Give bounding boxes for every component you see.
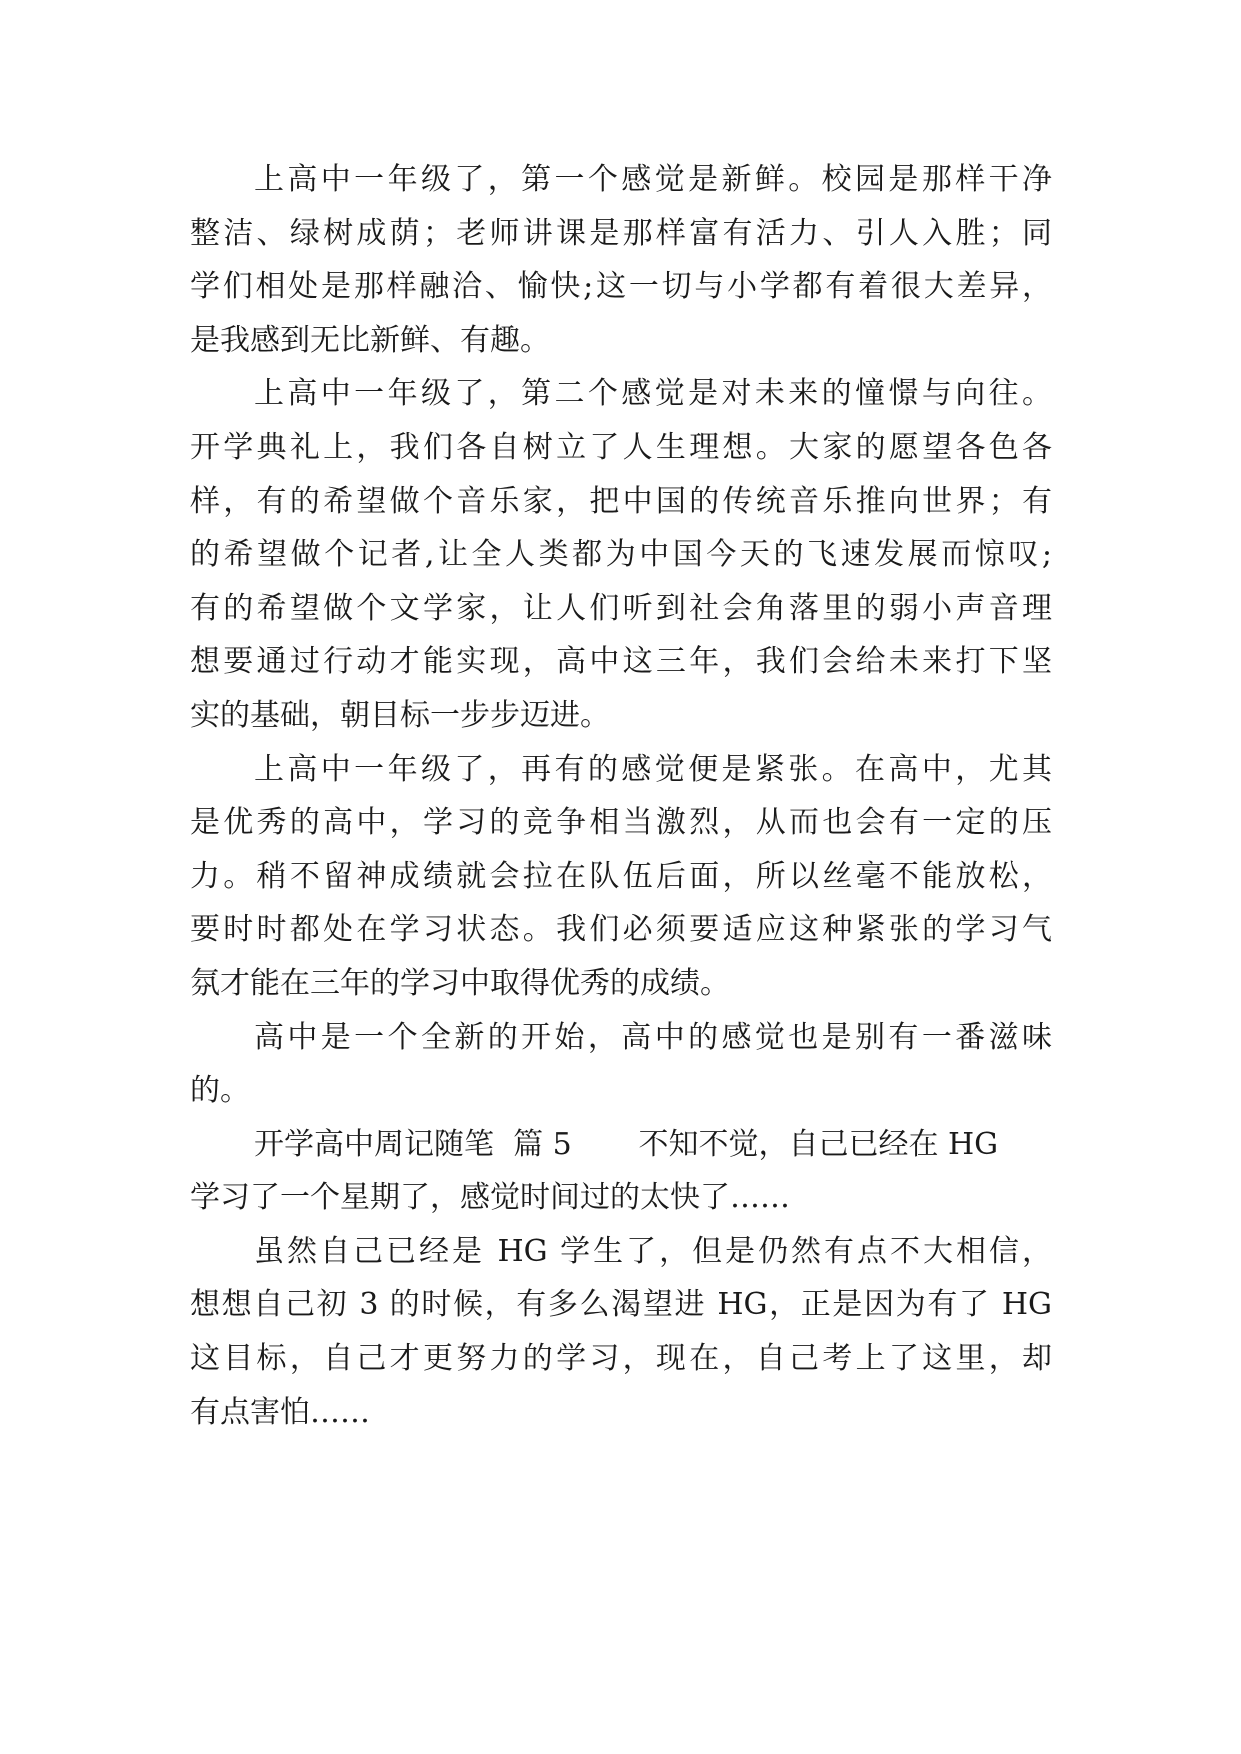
text-line: 氛才能在三年的学习中取得优秀的成绩。	[190, 965, 730, 1001]
text-line: 的。	[190, 1073, 250, 1109]
paragraph	[190, 367, 1052, 742]
text-line: 样，有的希望做个音乐家，把中国的传统音乐推向世界；有	[190, 483, 1052, 519]
text-line: 实的基础，朝目标一步步迈进。	[190, 697, 610, 733]
text-line: 这目标，自己才更努力的学习，现在，自己考上了这里，却	[190, 1341, 1052, 1377]
text-line: 开学高中周记随笔 篇 5 不知不觉，自己已经在 HG	[254, 1126, 999, 1162]
document-body	[190, 153, 1052, 1439]
paragraph	[190, 153, 1052, 367]
text-line: 有点害怕……	[190, 1394, 370, 1430]
text-line: 上高中一年级了，第一个感觉是新鲜。校园是那样干净	[254, 162, 1052, 197]
paragraph	[190, 1118, 1052, 1225]
text-line: 的希望做个记者,让全人类都为中国今天的飞速发展而惊叹;	[190, 537, 1052, 573]
text-line: 要时时都处在学习状态。我们必须要适应这种紧张的学习气	[190, 912, 1052, 948]
text-line: 有的希望做个文学家，让人们听到社会角落里的弱小声音理	[190, 590, 1052, 626]
paragraph	[190, 1011, 1052, 1118]
text-line: 想想自己初 3 的时候，有多么渴望进 HG，正是因为有了 HG	[190, 1287, 1052, 1323]
text-line: 虽然自己已经是 HG 学生了，但是仍然有点不大相信，	[254, 1233, 1052, 1269]
text-line: 学们相处是那样融洽、愉快;这一切与小学都有着很大差异，	[190, 269, 1052, 305]
text-line: 想要通过行动才能实现，高中这三年，我们会给未来打下坚	[190, 644, 1052, 680]
paragraph	[190, 743, 1052, 1011]
text-line: 力。稍不留神成绩就会拉在队伍后面，所以丝毫不能放松，	[190, 858, 1052, 894]
text-line: 整洁、绿树成荫；老师讲课是那样富有活力、引人入胜；同	[190, 215, 1052, 251]
text-line: 高中是一个全新的开始，高中的感觉也是别有一番滋味	[254, 1019, 1052, 1055]
text-line: 是我感到无比新鲜、有趣。	[190, 322, 550, 358]
text-line: 开学典礼上，我们各自树立了人生理想。大家的愿望各色各	[190, 429, 1052, 465]
text-line: 上高中一年级了，第二个感觉是对未来的憧憬与向往。	[254, 376, 1052, 412]
text-line: 上高中一年级了，再有的感觉便是紧张。在高中，尤其	[254, 751, 1052, 787]
text-line: 是优秀的高中，学习的竞争相当激烈，从而也会有一定的压	[190, 805, 1052, 841]
paragraph	[190, 1225, 1052, 1439]
text-line: 学习了一个星期了，感觉时间过的太快了……	[190, 1180, 790, 1216]
